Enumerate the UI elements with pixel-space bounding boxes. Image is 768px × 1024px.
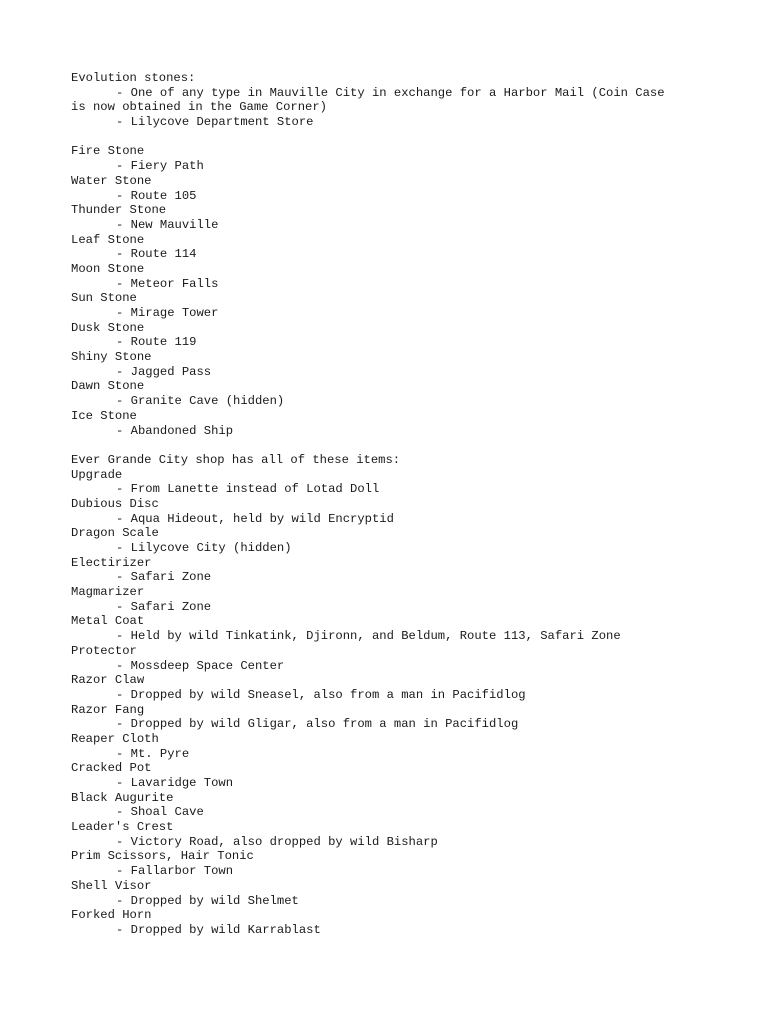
stone-location: - Route 114 xyxy=(116,247,197,262)
item-name: Upgrade xyxy=(71,467,123,482)
item-location: - Safari Zone xyxy=(116,570,212,585)
item-name: Magmarizer xyxy=(71,585,145,600)
stone-list xyxy=(71,144,711,438)
stone-location: - Meteor Falls xyxy=(116,276,219,291)
stone-name: Ice Stone xyxy=(71,408,137,423)
stone-name: Moon Stone xyxy=(71,261,145,276)
item-location: - Lilycove City (hidden) xyxy=(116,541,292,555)
item-location: - Lavaridge Town xyxy=(116,776,234,790)
item-location: - Aqua Hideout, held by wild Encryptid xyxy=(116,511,394,526)
item-name: Leader's Crest xyxy=(71,820,174,835)
intro-note-line-2: - Lilycove Department Store xyxy=(116,115,314,130)
item-name: Dubious Disc xyxy=(71,496,159,511)
stone-location: - Abandoned Ship xyxy=(116,423,234,438)
item-name: Protector xyxy=(71,643,137,658)
item-location: - From Lanette instead of Lotad Doll xyxy=(116,482,380,497)
item-name: Cracked Pot xyxy=(71,761,152,776)
item-location: - Held by wild Tinkatink, Djironn, and Beldum, Route 113, Safari Zone xyxy=(116,629,621,644)
item-location: - Dropped by wild Sneasel, also from a man in Pacifidlog xyxy=(116,687,526,702)
item-list xyxy=(71,468,711,938)
stone-location: - Jagged Pass xyxy=(116,364,212,379)
item-location: - Safari Zone xyxy=(116,599,212,614)
stone-name: Dawn Stone xyxy=(71,379,145,394)
stone-name: Dusk Stone xyxy=(71,320,145,335)
stone-name: Thunder Stone xyxy=(71,203,167,218)
stone-name: Leaf Stone xyxy=(71,232,145,247)
item-name: Electirizer xyxy=(71,555,152,570)
item-location: - Dropped by wild Karrablast xyxy=(116,922,321,937)
stone-location: - Granite Cave (hidden) xyxy=(116,394,285,409)
item-name: Reaper Cloth xyxy=(71,731,159,746)
item-name: Black Augurite xyxy=(71,790,174,805)
item-location: - Fallarbor Town xyxy=(116,864,234,879)
stone-name: Fire Stone xyxy=(71,144,145,159)
spacer xyxy=(71,438,711,453)
stone-name: Shiny Stone xyxy=(71,350,152,365)
item-location: - Mossdeep Space Center xyxy=(116,658,285,673)
spacer xyxy=(71,130,711,145)
item-name: Razor Claw xyxy=(71,673,145,688)
intro-note-line-1: - One of any type in Mauville City in exchange for a Harbor Mail (Coin Case xyxy=(116,85,665,100)
item-name: Dragon Scale xyxy=(71,526,159,541)
item-location: - Dropped by wild Gligar, also from a man in Pacifidlog xyxy=(116,717,519,732)
item-location: - Dropped by wild Shelmet xyxy=(116,893,299,908)
stone-location: - Route 105 xyxy=(116,188,197,203)
shop-heading: Ever Grande City shop has all of these items: xyxy=(71,452,401,467)
item-location: - Victory Road, also dropped by wild Bisharp xyxy=(116,834,438,849)
intro-note-line-1-continued: is now obtained in the Game Corner) xyxy=(71,100,327,115)
item-location: - Mt. Pyre xyxy=(116,746,190,761)
item-name: Forked Horn xyxy=(71,908,152,923)
item-name: Prim Scissors, Hair Tonic xyxy=(71,849,254,864)
item-name: Razor Fang xyxy=(71,702,145,717)
stone-location: - New Mauville xyxy=(116,217,219,232)
item-name: Shell Visor xyxy=(71,878,152,893)
stone-name: Sun Stone xyxy=(71,291,137,306)
stone-location: - Fiery Path xyxy=(116,159,204,174)
stone-location: - Mirage Tower xyxy=(116,306,219,320)
stone-location: - Route 119 xyxy=(116,335,197,350)
item-name: Metal Coat xyxy=(71,614,145,629)
item-location: - Shoal Cave xyxy=(116,805,204,820)
stone-name: Water Stone xyxy=(71,173,152,188)
evolution-stones-heading: Evolution stones: xyxy=(71,71,196,85)
document-body xyxy=(71,71,711,938)
